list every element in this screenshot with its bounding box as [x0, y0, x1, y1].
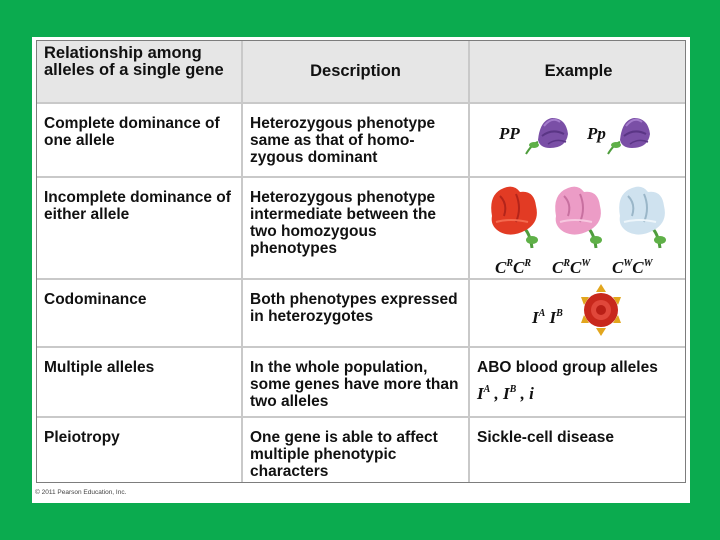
genetics-table-frame: [36, 40, 686, 483]
header-example: Example: [469, 41, 686, 103]
pink-snapdragon-icon: [546, 182, 610, 252]
genotype-label: $C^RC^W$: [552, 258, 591, 277]
description-cell: Heterozygous phenotype intermediate between the two homozygous phenotypes: [242, 177, 469, 279]
example-label: ABO blood group alleles: [477, 359, 658, 376]
example-label: Sickle-cell disease: [477, 429, 615, 446]
header-relationship: Relationship among alleles of a single gene: [37, 41, 242, 103]
relationship-cell: Incomplete dominance of either allele: [37, 177, 242, 279]
table-row: [37, 103, 686, 177]
allele-relationship-table: [37, 41, 686, 483]
example-cell: [469, 177, 686, 279]
red-snapdragon-icon: [482, 182, 546, 252]
description-cell: Both phenotypes expressed in heterozygotes: [242, 279, 469, 347]
white-snapdragon-icon: [610, 182, 674, 252]
description-cell: One gene is able to affect multiple phenotypic characters: [242, 417, 469, 483]
copyright-notice: © 2011 Pearson Education, Inc.: [35, 489, 127, 496]
relationship-cell: Multiple alleles: [37, 347, 242, 417]
genotype-label: $C^WC^W$: [612, 258, 653, 277]
table-row: [37, 279, 686, 347]
description-cell: In the whole population, some genes have more than two alleles: [242, 347, 469, 417]
allele-list: $I^A$ , $I^B$ , i: [477, 384, 534, 403]
table-row: [37, 417, 686, 483]
genotype-label: Pp: [587, 124, 606, 143]
relationship-cell: Complete dominance of one allele: [37, 103, 242, 177]
slide: [32, 37, 690, 503]
example-cell: [469, 417, 686, 483]
relationship-cell: Pleiotropy: [37, 417, 242, 483]
header-description: Description: [242, 41, 469, 103]
genotype-label: PP: [499, 124, 520, 143]
table-header-row: [37, 41, 686, 103]
genotype-label: $I^A$ $I^B$: [532, 308, 563, 327]
example-cell: [469, 279, 686, 347]
table-row: [37, 177, 686, 279]
example-cell: [469, 347, 686, 417]
red-blood-cell-icon: [578, 283, 624, 337]
purple-flower-icon: [604, 114, 656, 158]
example-cell: [469, 103, 686, 177]
purple-flower-icon: [522, 114, 574, 158]
relationship-cell: Codominance: [37, 279, 242, 347]
table-row: [37, 347, 686, 417]
description-cell: Heterozygous phenotype same as that of homo-zygous dominant: [242, 103, 469, 177]
genotype-label: $C^RC^R$: [495, 258, 532, 277]
